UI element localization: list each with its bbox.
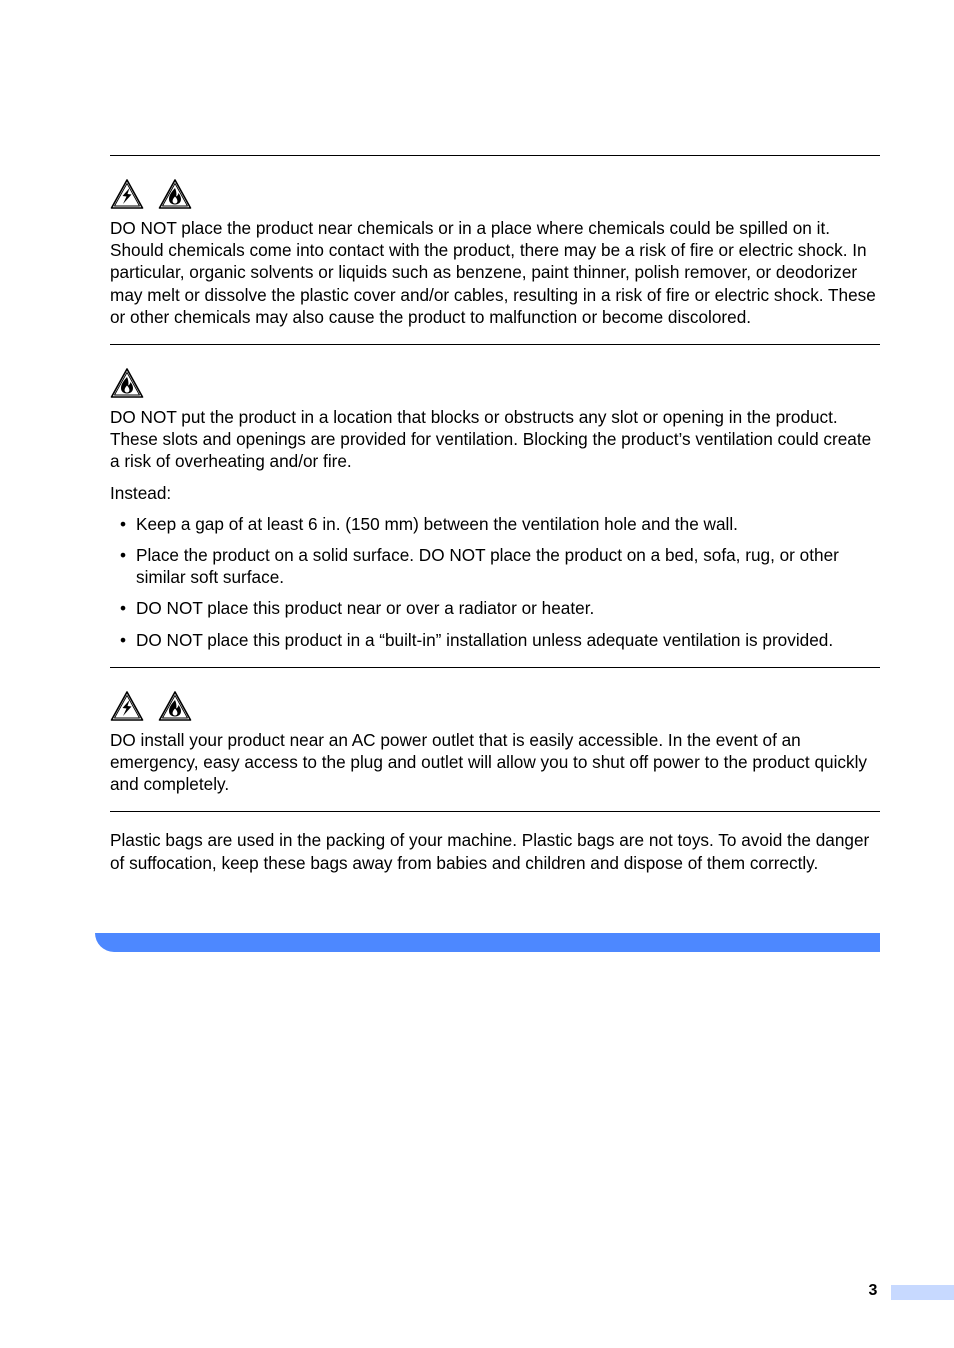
list-item-text: Keep a gap of at least 6 in. (150 mm) between the ventilation hole and the wall. — [136, 513, 738, 534]
section-end-bar — [95, 933, 880, 952]
warning-icons — [110, 178, 880, 210]
warning-icons — [110, 367, 880, 399]
warning-icons — [110, 690, 880, 722]
fire-warning-icon — [158, 690, 192, 722]
list-item — [110, 544, 880, 588]
section-paragraph: Plastic bags are used in the packing of your machine. Plastic bags are not toys. To avoid the danger of suffocation, keep these bags away from babies and children and dispose of them correctly. — [110, 830, 870, 873]
chemicals-warning-section — [110, 156, 880, 344]
section-paragraph: DO install your product near an AC power outlet that is easily accessible. In the event of an emergency, easy access to the plug and outlet will allow you to shut off power to the product quickly and completely. — [110, 729, 867, 795]
bullet-marker: • — [120, 598, 127, 619]
ventilation-bullet-list — [110, 513, 880, 651]
list-item — [110, 629, 880, 651]
page-tab — [891, 1285, 954, 1300]
list-item — [110, 513, 880, 535]
page-number: 3 — [868, 1282, 878, 1299]
fire-warning-icon — [158, 178, 192, 210]
section-paragraph: DO NOT place the product near chemicals or in a place where chemicals could be spilled on it. Should chemicals come into contact with the product, there may be a risk of fire or electric shock. In particular, organic solvents or liquids such as benzene, paint thinner, polish remover, or deodorizer may melt or dissolve the plastic cover and/or cables, resulting in a risk of fire or electric shock. These or other chemicals may also cause the product to malfunction or become discolored. — [110, 218, 876, 327]
power-outlet-warning-section — [110, 668, 880, 812]
section-paragraph: DO NOT put the product in a location that blocks or obstructs any slot or opening in the product. These slots and openings are provided for ventilation. Blocking the product’s ventilation could create a risk of overheating and/or fire. — [110, 407, 872, 472]
fire-warning-icon — [110, 367, 144, 399]
instead-label: Instead: — [110, 482, 172, 503]
plastic-bags-section — [110, 812, 880, 890]
bullet-marker: • — [120, 513, 127, 534]
electric-shock-warning-icon — [110, 178, 144, 210]
document-body — [110, 155, 880, 891]
list-item-text: DO NOT place this product near or over a radiator or heater. — [136, 598, 595, 619]
list-item-text: Place the product on a solid surface. DO NOT place the product on a bed, sofa, rug, or other similar soft surface. — [136, 545, 839, 588]
ventilation-warning-section — [110, 345, 880, 667]
bullet-marker: • — [120, 629, 127, 650]
list-item — [110, 597, 880, 619]
bullet-marker: • — [120, 545, 127, 566]
list-item-text: DO NOT place this product in a “built-in” installation unless adequate ventilation is provided. — [136, 629, 834, 650]
electric-shock-warning-icon — [110, 690, 144, 722]
